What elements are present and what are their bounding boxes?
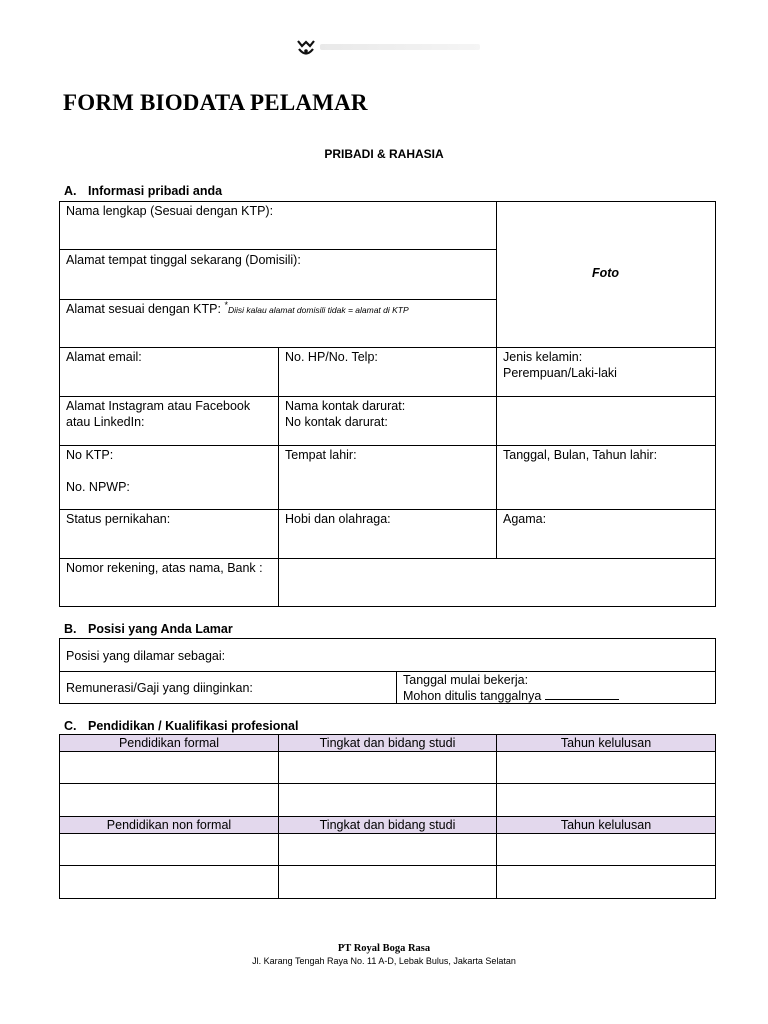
posisi-field[interactable]: [60, 647, 715, 665]
section-b-title: Posisi yang Anda Lamar: [88, 622, 233, 636]
formal-row-1-pendidikan[interactable]: [60, 752, 278, 783]
footer-company: PT Royal Boga Rasa: [337, 943, 431, 954]
formal-row-2-tahun[interactable]: [497, 784, 715, 816]
nonformal-row-2-pendidikan[interactable]: [60, 866, 278, 898]
nonformal-header-pendidikan: Pendidikan non formal: [60, 817, 278, 833]
formal-header-tingkat: Tingkat dan bidang studi: [279, 735, 496, 751]
alamat-domisili-label: Alamat tempat tinggal sekarang (Domisili):: [66, 253, 301, 267]
alamat-ktp-note: Diisi kalau alamat domisili tidak = alamat di KTP: [227, 305, 409, 315]
company-logo: [296, 38, 486, 60]
status-pernikahan-label: Status pernikahan:: [66, 512, 171, 526]
telp-label: No. HP/No. Telp:: [285, 350, 378, 364]
tanggal-lahir-label: Tanggal, Bulan, Tahun lahir:: [503, 448, 658, 462]
tanggal-mulai-label: Tanggal mulai bekerja:: [403, 673, 529, 687]
formal-header-pendidikan: Pendidikan formal: [60, 735, 278, 751]
formal-header-tahun: Tahun kelulusan: [497, 735, 715, 751]
no-kontak-darurat-label: No kontak darurat:: [285, 415, 388, 429]
rekening-label: Nomor rekening, atas nama, Bank :: [66, 561, 263, 575]
alamat-ktp-field[interactable]: [60, 300, 496, 319]
agama-label: Agama:: [503, 512, 547, 526]
section-b-letter: B.: [64, 622, 77, 636]
sosmed-label-line2: atau LinkedIn:: [66, 415, 145, 429]
kontak-darurat-field[interactable]: [279, 397, 496, 431]
formal-row-1-tingkat[interactable]: [279, 752, 496, 783]
alamat-domisili-field[interactable]: [60, 251, 496, 269]
no-ktp-label: No KTP:: [66, 448, 114, 462]
tempat-lahir-field[interactable]: [279, 446, 496, 464]
email-label: Alamat email:: [66, 350, 142, 364]
remunerasi-label: Remunerasi/Gaji yang diinginkan:: [66, 681, 253, 695]
tanggal-blank-line[interactable]: [545, 688, 619, 700]
nonformal-row-1-tahun[interactable]: [497, 834, 715, 865]
formal-row-1-tahun[interactable]: [497, 752, 715, 783]
kontak-darurat-label: Nama kontak darurat:: [285, 399, 406, 413]
kontak-darurat-value-field[interactable]: [497, 397, 715, 445]
nonformal-header-tingkat: Tingkat dan bidang studi: [279, 817, 496, 833]
status-pernikahan-field[interactable]: [60, 510, 278, 528]
telp-field[interactable]: [279, 348, 496, 366]
alamat-ktp-label: Alamat sesuai dengan KTP:: [66, 302, 221, 316]
ktp-npwp-field[interactable]: [60, 446, 278, 496]
posisi-label: Posisi yang dilamar sebagai:: [66, 649, 226, 663]
section-c-heading: [64, 719, 298, 733]
section-c-title: Pendidikan / Kualifikasi profesional: [88, 719, 299, 733]
hobi-field[interactable]: [279, 510, 496, 528]
formal-row-2-pendidikan[interactable]: [60, 784, 278, 816]
tempat-lahir-label: Tempat lahir:: [285, 448, 357, 462]
nama-lengkap-label: Nama lengkap (Sesuai dengan KTP):: [66, 204, 274, 218]
jenis-kelamin-value: Perempuan/Laki-laki: [503, 366, 617, 380]
remunerasi-field[interactable]: [60, 679, 396, 697]
rekening-field[interactable]: [279, 559, 715, 606]
section-a-heading: [64, 184, 222, 198]
jenis-kelamin-label: Jenis kelamin:: [503, 350, 583, 364]
tanggal-mulai-field[interactable]: [397, 671, 715, 705]
agama-field[interactable]: [497, 510, 715, 528]
sosmed-field[interactable]: [60, 397, 278, 431]
mohon-ditulis-label: Mohon ditulis tanggalnya: [403, 689, 542, 703]
nonformal-row-2-tahun[interactable]: [497, 866, 715, 898]
section-c-letter: C.: [64, 719, 77, 733]
page-subtitle: PRIBADI & RAHASIA: [324, 147, 444, 161]
nonformal-row-1-tingkat[interactable]: [279, 834, 496, 865]
email-field[interactable]: [60, 348, 278, 366]
formal-row-2-tingkat[interactable]: [279, 784, 496, 816]
section-a-letter: A.: [64, 184, 77, 198]
section-b-heading: [64, 622, 233, 636]
no-npwp-label: No. NPWP:: [66, 480, 130, 494]
page-title: FORM BIODATA PELAMAR: [63, 90, 368, 115]
photo-placeholder: Foto: [591, 266, 620, 280]
nonformal-row-2-tingkat[interactable]: [279, 866, 496, 898]
logo-wordmark: [320, 44, 480, 50]
tanggal-lahir-field[interactable]: [497, 446, 715, 464]
nonformal-row-1-pendidikan[interactable]: [60, 834, 278, 865]
nonformal-header-tahun: Tahun kelulusan: [497, 817, 715, 833]
rekening-label-cell: [60, 559, 278, 577]
sosmed-label-line1: Alamat Instagram atau Facebook: [66, 399, 251, 413]
footer-address: Jl. Karang Tengah Raya No. 11 A-D, Lebak Bulus, Jakarta Selatan: [252, 956, 516, 966]
alamat-ktp-asterisk: *: [224, 299, 228, 310]
company-logo-mark-icon: [296, 38, 316, 58]
nama-lengkap-field[interactable]: [60, 202, 496, 220]
section-a-title: Informasi pribadi anda: [88, 184, 223, 198]
jenis-kelamin-field[interactable]: [497, 348, 715, 382]
hobi-label: Hobi dan olahraga:: [285, 512, 391, 526]
